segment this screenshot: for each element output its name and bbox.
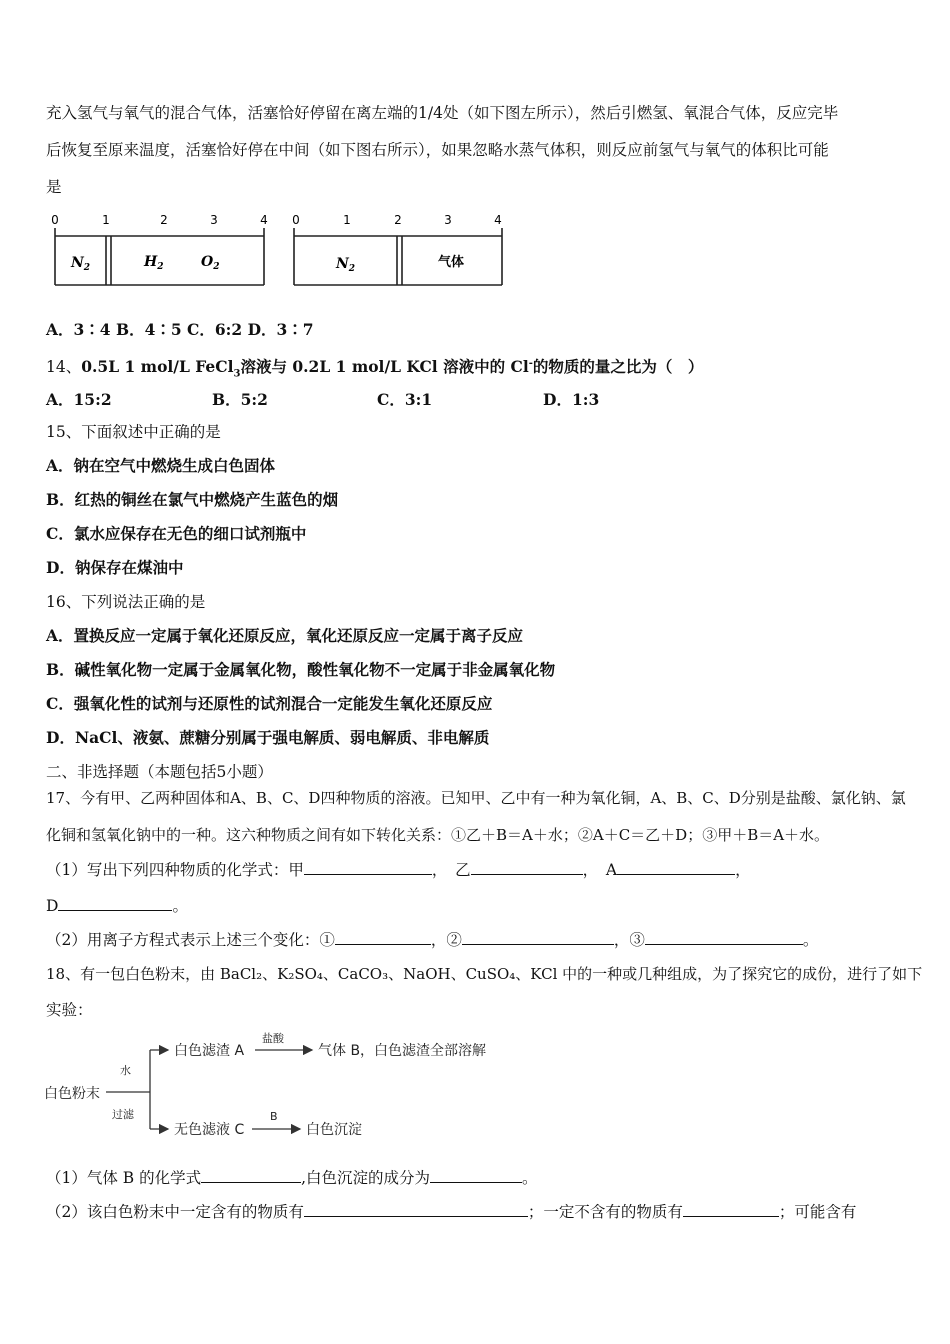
q13-line-3: 是: [46, 178, 62, 196]
svg-text:H2: $H_2$: [144, 254, 164, 272]
q14-option-a: A．15:2: [46, 390, 112, 409]
flow-top-node: 白色滤渣 A: [174, 1043, 245, 1059]
flow-start: 白色粉末: [44, 1086, 100, 1102]
q17-part-1: （1）写出下列四种物质的化学式：甲 ， 乙 ， A ，: [46, 861, 751, 879]
right-tick-1: 1: [343, 213, 351, 227]
q16-option-b: B．碱性氧化物一定属于金属氧化物，酸性氧化物不一定属于非金属氧化物: [46, 660, 556, 679]
flow-acid-label: 盐酸: [262, 1032, 284, 1045]
q13-line-2: 后恢复至原来温度，活塞恰好停在中间（如下图右所示），如果忽略水蒸气体积，则反应前氢气与氧气的体积比可能: [46, 141, 829, 159]
left-tick-1: 1: [102, 213, 110, 227]
q14-option-c: C．3:1: [377, 390, 433, 409]
right-tick-2: 2: [394, 213, 402, 227]
q15-option-a: A．钠在空气中燃烧生成白色固体: [46, 456, 276, 475]
flow-bottom-node: 无色滤液 C: [174, 1122, 245, 1138]
q15-option-b: B．红热的铜丝在氯气中燃烧产生蓝色的烟: [46, 490, 339, 509]
left-tick-4: 4: [260, 213, 268, 227]
q18-part-1: （1）气体 B 的化学式 ,白色沉淀的成分为 。: [46, 1169, 538, 1187]
left-container: [55, 228, 264, 285]
q17-part-2: （2）用离子方程式表示上述三个变化：① ，② ，③ 。: [46, 931, 819, 949]
q16-option-c: C．强氧化性的试剂与还原性的试剂混合一定能发生氧化还原反应: [46, 694, 493, 713]
svg-text:N2: $N_2$: [71, 255, 91, 273]
q14-option-d: D．1:3: [543, 390, 600, 409]
section-2-heading: 二、非选择题（本题包括5小题）: [46, 763, 273, 781]
q17-part-1-cont: D 。: [46, 897, 188, 915]
right-n2: N: [336, 256, 349, 272]
right-tick-0: 0: [292, 213, 300, 227]
q16-option-d: D．NaCl、液氨、蔗糖分别属于强电解质、弱电解质、非电解质: [46, 728, 490, 747]
left-n2: N: [71, 255, 84, 271]
right-tick-4: 4: [494, 213, 502, 227]
right-gas-label: 气体: [438, 255, 465, 270]
q15-stem: 15、下面叙述中正确的是: [46, 423, 221, 441]
left-o2: O: [201, 254, 214, 270]
experiment-flow-diagram: [40, 1028, 510, 1148]
q17-line-2: 化铜和氢氧化钠中的一种。这六种物质之间有如下转化关系：①乙＋B＝A＋水；②A＋C＝乙＋D；③甲＋B＝A＋水。: [46, 826, 830, 844]
q13-line-1: 充入氢气与氧气的混合气体，活塞恰好停留在离左端的1/4处（如下图左所示），然后引燃氢、氧混合气体，反应完毕: [46, 104, 839, 122]
left-tick-0: 0: [51, 213, 59, 227]
svg-text:O2: $O_2$: [201, 254, 220, 272]
flow-water-label: 水: [120, 1064, 131, 1077]
q13-options: A．3∶4 B．4∶5 C．6:2 D．3∶7: [46, 320, 314, 339]
flow-filter-label: 过滤: [112, 1108, 134, 1121]
q15-option-c: C．氯水应保存在无色的细口试剂瓶中: [46, 524, 307, 543]
piston-diagram: [40, 208, 520, 293]
flow-bottom-result: 白色沉淀: [306, 1122, 362, 1138]
q17-line-1: 17、今有甲、乙两种固体和A、B、C、D四种物质的溶液。已知甲、乙中有一种为氧化铜，A、B、C、D分别是盐酸、氯化钠、氯: [46, 789, 906, 807]
svg-text:N2: $N_2$: [336, 256, 356, 274]
flow-top-result: 气体 B，白色滤渣全部溶解: [318, 1043, 487, 1059]
q16-option-a: A．置换反应一定属于氧化还原反应，氧化还原反应一定属于离子反应: [46, 626, 524, 645]
flow-reagent-b-label: B: [270, 1110, 278, 1123]
q14-stem: 14、0.5L 1 mol/L FeCl$_3$溶液与 0.2L 1 mol/L KCl 溶液中的 Cl-的物质的量之比为（ ）: [46, 357, 704, 380]
q15-option-d: D．钠保存在煤油中: [46, 558, 184, 577]
right-tick-3: 3: [444, 213, 452, 227]
left-tick-2: 2: [160, 213, 168, 227]
left-h2: H: [144, 254, 158, 270]
left-tick-3: 3: [210, 213, 218, 227]
q14-option-b: B．5:2: [212, 390, 268, 409]
q18-part-2: （2）该白色粉末中一定含有的物质有 ；一定不含有的物质有 ；可能含有: [46, 1203, 857, 1221]
q18-line-2: 实验：: [46, 1001, 93, 1019]
q18-line-1: 18、有一包白色粉末，由 BaCl₂、K₂SO₄、CaCO₃、NaOH、CuSO₄、KCl 中的一种或几种组成，为了探究它的成份，进行了如下: [46, 965, 923, 983]
q16-stem: 16、下列说法正确的是: [46, 593, 206, 611]
right-container: [294, 228, 502, 285]
